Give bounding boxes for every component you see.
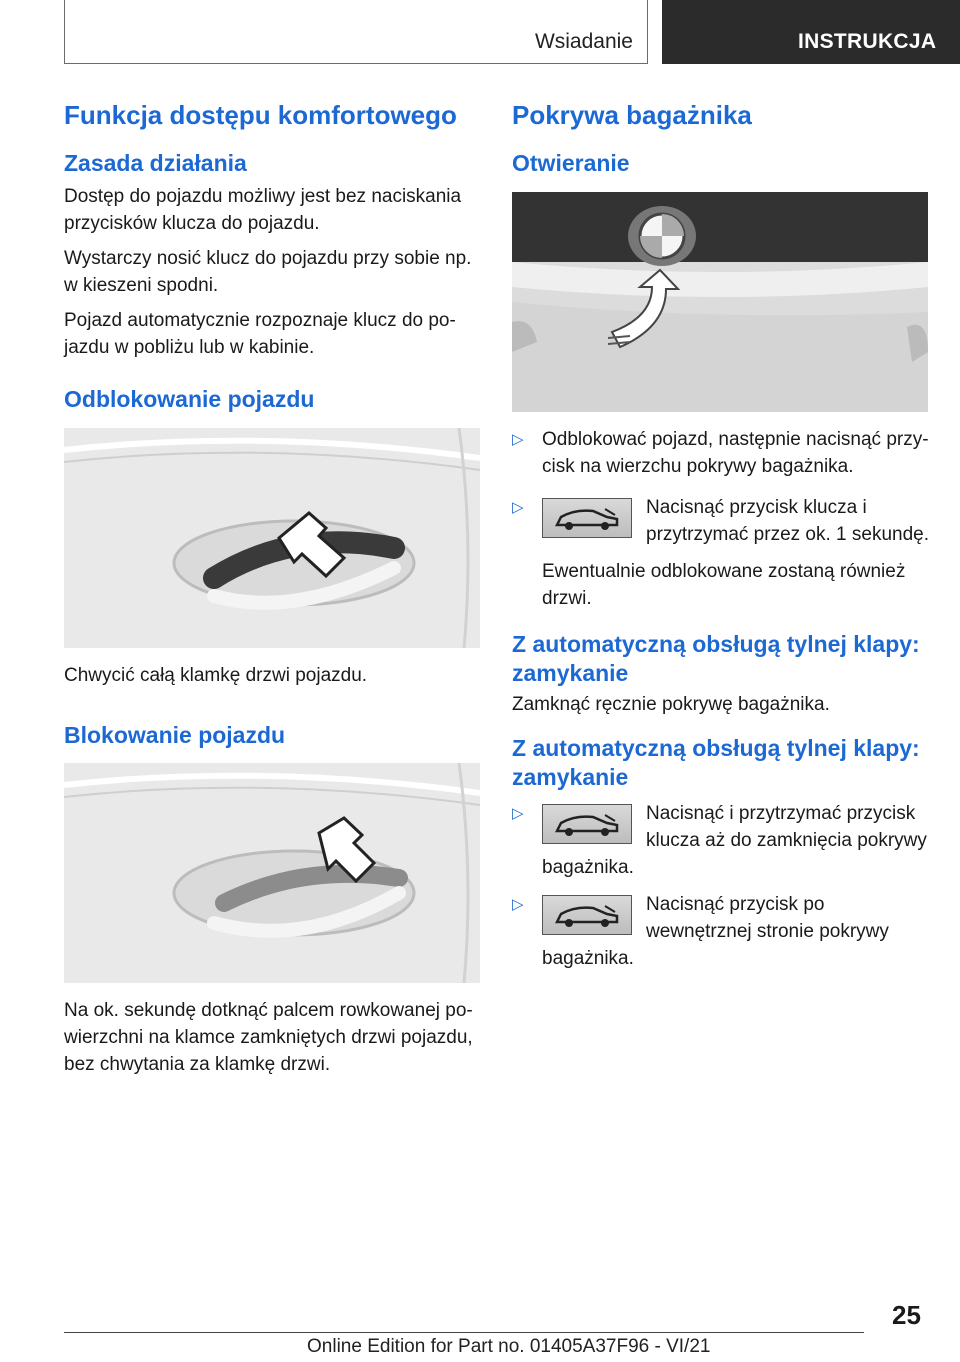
auto-closing-heading-2: Z automatyczną obsługą tylnej klapy: zamykanie <box>512 735 920 791</box>
lock-caption: Na ok. sekundę dotknąć palcem rowkowanej powierzchni na klamce zamkniętych drzwi pojazdu, bez chwytania za klamkę drzwi. <box>64 1000 473 1076</box>
header-chapter-box <box>662 0 960 64</box>
opening-step-2 <box>512 494 932 612</box>
right-column <box>512 100 932 972</box>
lock-heading: Blokowanie pojazdu <box>64 721 286 748</box>
auto-closing-heading-1: Z automatyczną obsługą tylnej klapy: zamykanie <box>512 630 920 686</box>
opening-step-2-note: Ewentualnie odblokowane zostaną również drzwi. <box>542 560 906 609</box>
unlock-caption: Chwycić całą klamkę drzwi pojazdu. <box>64 664 368 686</box>
tailgate-title: Pokrywa bagażnika <box>512 100 752 130</box>
bullet-triangle-icon: ▷ <box>512 430 524 448</box>
principle-paragraph-1: Dostęp do pojazdu możliwy jest bez naciskania przycisków klucza do pojazdu. <box>64 185 462 234</box>
comfort-access-title: Funkcja dostępu komfortowego <box>64 100 457 130</box>
closing-step-1-text: Nacisnąć i przytrzymać przycisk klucza aż do zamknięcia pokrywy bagażnika. <box>542 802 927 878</box>
opening-step-1-text: Odblokować pojazd, następnie nacisnąć przycisk na wierzchu pokrywy bagażnika. <box>542 428 929 477</box>
footer-rule <box>64 1332 864 1333</box>
opening-step-2-text: Nacisnąć przycisk klucza i przytrzymać przez ok. 1 sekundę. <box>646 496 929 545</box>
opening-heading: Otwieranie <box>512 150 630 177</box>
closing-step-2 <box>512 891 932 972</box>
tailgate-inner-button-icon <box>542 895 632 935</box>
auto-closing-text: Zamknąć ręcznie pokrywę bagażnika. <box>512 694 830 716</box>
header-chapter-title: INSTRUKCJA <box>798 30 937 53</box>
principle-paragraph-3: Pojazd automatycznie rozpoznaje klucz do pojazdu w pobliżu lub w kabinie. <box>64 309 456 358</box>
left-column <box>64 100 482 1078</box>
key-tailgate-button-icon <box>542 498 632 538</box>
footer-edition: Online Edition for Part no. 01405A37F96 - VI/21 <box>307 1336 711 1357</box>
header-section-title: Wsiadanie <box>534 30 633 53</box>
door-handle-touch-illustration <box>64 763 480 983</box>
principle-heading: Zasada działania <box>64 150 247 177</box>
tailgate-button-illustration <box>512 192 928 412</box>
unlock-heading: Odblokowanie pojazdu <box>64 385 315 412</box>
key-tailgate-button-icon <box>542 804 632 844</box>
bullet-triangle-icon: ▷ <box>512 804 524 822</box>
closing-step-1 <box>512 800 932 881</box>
closing-step-2-text: Nacisnąć przycisk po wewnętrznej stronie pokrywy bagażnika. <box>542 893 889 969</box>
bullet-triangle-icon: ▷ <box>512 498 524 516</box>
page-number: 25 <box>892 1300 921 1330</box>
principle-paragraph-2: Wystarczy nosić klucz do pojazdu przy sobie np. w kieszeni spodni. <box>64 247 472 296</box>
bullet-triangle-icon: ▷ <box>512 895 524 913</box>
opening-step-1 <box>512 426 932 480</box>
header-section-box <box>64 0 648 64</box>
door-handle-grab-illustration <box>64 428 480 648</box>
